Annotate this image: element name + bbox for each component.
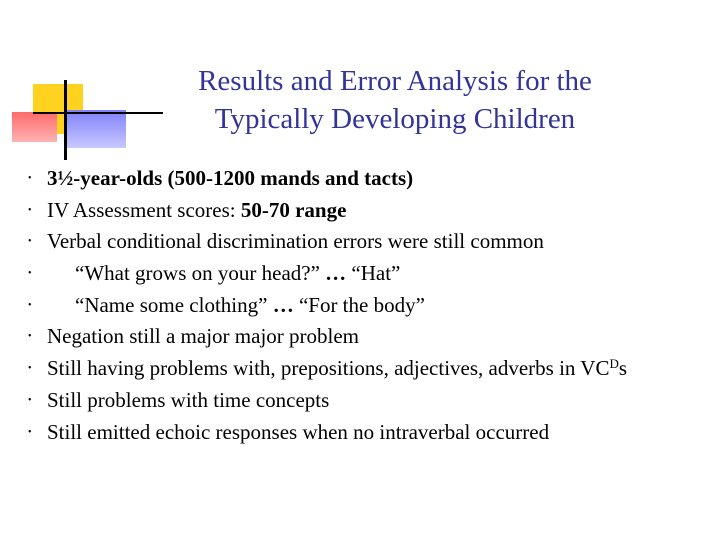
bullet-item: [0, 385, 720, 417]
bullet-text: [47, 195, 346, 227]
title-line-2: Typically Developing Children: [214, 103, 576, 135]
bullet-dot-icon: •: [28, 204, 32, 216]
bullet-text: [75, 290, 425, 322]
bullet-plain-text: Still emitted echoic responses when no intraverbal occurred: [47, 419, 550, 444]
bullet-item: [0, 353, 720, 385]
bullet-item-quote: [0, 258, 720, 290]
bullet-item: [0, 321, 720, 353]
bullet-text: [47, 226, 544, 258]
bullet-dot-icon: •: [28, 426, 32, 438]
bullet-plain-text: Negation still a major major problem: [47, 324, 360, 349]
slide-title: [130, 62, 660, 138]
bullet-dot-icon: •: [28, 236, 32, 248]
bullet-plain-text: Still problems with time concepts: [47, 387, 330, 412]
bullet-text: [47, 417, 549, 449]
bullet-plain-text: “What grows on your head?”: [75, 261, 320, 286]
bullet-plain-text: Still having problems with, prepositions, adjectives, adverbs in VC: [47, 356, 610, 381]
bullet-dot-icon: •: [28, 331, 32, 343]
bullet-item: [0, 163, 720, 195]
title-line-1: Results and Error Analysis for the: [198, 65, 592, 97]
logo-vertical-line: [64, 80, 67, 160]
bullet-item: [0, 417, 720, 449]
bullet-text: [75, 258, 400, 290]
superscript-d: D: [609, 356, 619, 372]
bullet-text: [47, 385, 329, 417]
bullet-item: [0, 195, 720, 227]
bullet-item-quote: [0, 290, 720, 322]
bullet-plain-text-2: “For the body”: [293, 292, 425, 317]
bullet-list: [0, 163, 720, 448]
bullet-plain-text-2: s: [618, 356, 628, 381]
bullet-dot-icon: •: [28, 268, 32, 280]
bullet-text: [47, 163, 413, 195]
logo-blue-square: [64, 110, 126, 148]
logo-red-bar: [12, 112, 57, 142]
bullet-item: [0, 226, 720, 258]
bullet-bold-text: …: [319, 261, 347, 286]
bullet-dot-icon: •: [28, 363, 32, 375]
bullet-text: [47, 321, 359, 353]
bullet-plain-text-2: “Hat”: [346, 261, 401, 286]
bullet-plain-text: IV Assessment scores:: [47, 197, 241, 222]
bullet-plain-text: “Name some clothing”: [75, 292, 268, 317]
bullet-bold-text: 50-70 range: [240, 197, 347, 222]
bullet-dot-icon: •: [28, 394, 32, 406]
bullet-plain-text: Verbal conditional discrimination errors were still common: [47, 229, 544, 254]
bullet-dot-icon: •: [28, 299, 32, 311]
bullet-bold-text: …: [267, 292, 294, 317]
bullet-bold-text: 3½-year-olds (500-1200 mands and tacts): [47, 166, 414, 190]
bullet-dot-icon: •: [28, 173, 32, 184]
bullet-text: [47, 353, 627, 385]
